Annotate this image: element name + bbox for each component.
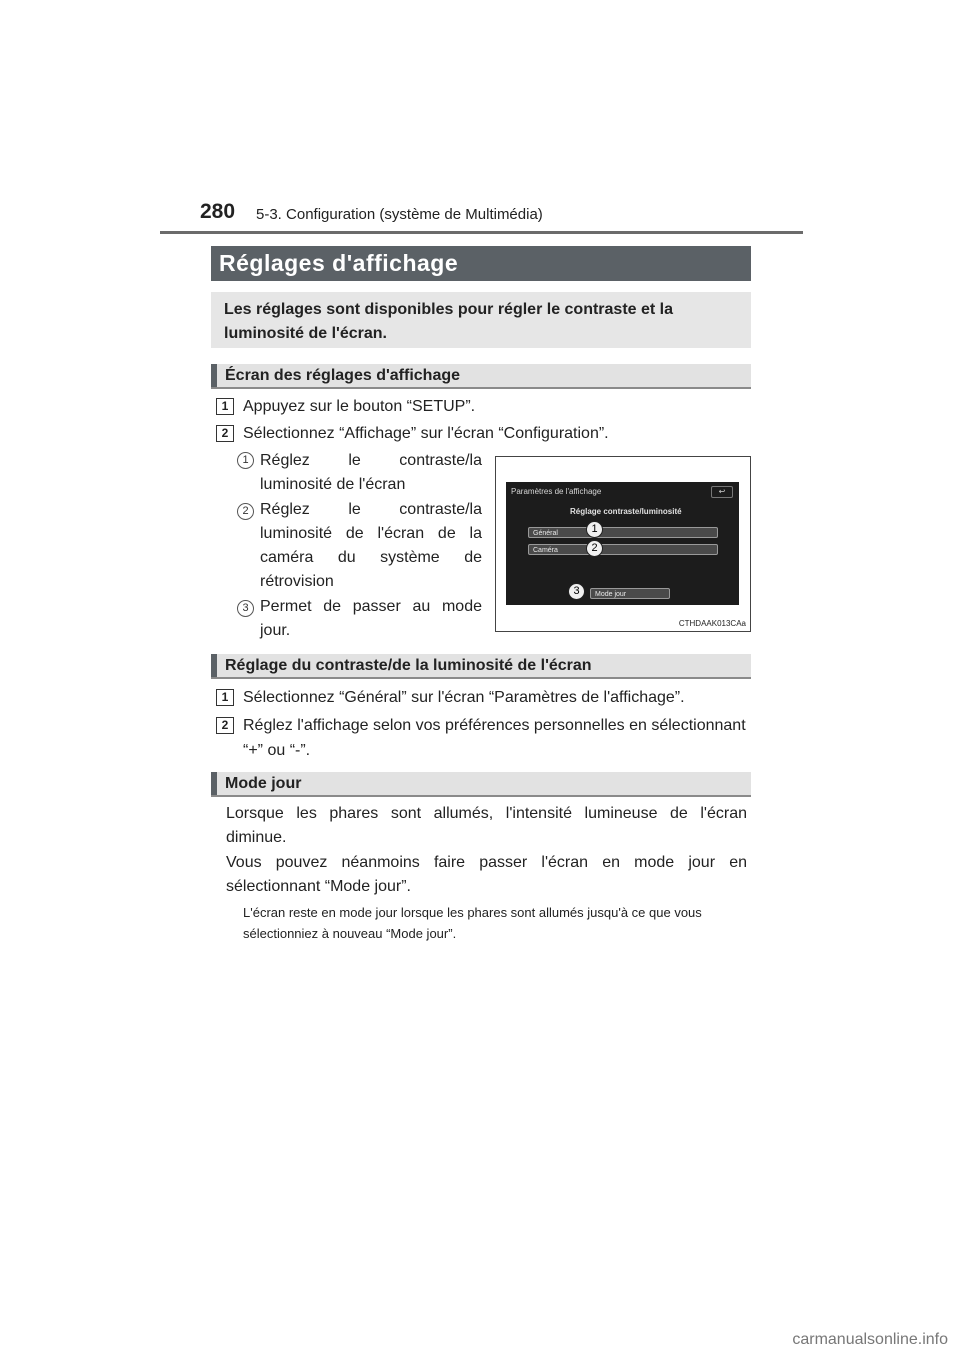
circled-number: 3	[237, 600, 254, 617]
watermark: carmanualsonline.info	[792, 1331, 948, 1348]
callout-3: 3	[568, 583, 585, 600]
page-title: Réglages d'affichage	[219, 250, 459, 276]
intro-box	[211, 292, 751, 348]
image-code: CTHDAAK013CAa	[678, 619, 746, 628]
item-description: Réglez le contraste/la luminosité de l'écran	[260, 452, 482, 493]
screen-subtitle: Réglage contraste/luminosité	[570, 507, 682, 516]
screen-illustration	[495, 456, 751, 632]
step-text: Sélectionnez “Général” sur l'écran “Paramètres de l'affichage”.	[243, 689, 685, 706]
paragraph: Vous pouvez néanmoins faire passer l'écran en mode jour en sélectionnant “Mode jour”.	[226, 854, 747, 895]
section-heading-contrast: Réglage du contraste/de la luminosité de l'écran	[211, 654, 751, 679]
header-rule	[160, 231, 803, 234]
paragraph: Lorsque les phares sont allumés, l'intensité lumineuse de l'écran diminue.	[226, 805, 747, 846]
step-number-box: 1	[216, 689, 234, 706]
page-title-banner	[211, 246, 751, 281]
intro-text: Les réglages sont disponibles pour régler le contraste et la luminosité de l'écran.	[224, 301, 674, 342]
general-button: Général	[528, 527, 718, 538]
circled-number: 1	[237, 452, 254, 469]
page-number: 280	[200, 200, 236, 223]
screen-title: Paramètres de l'affichage	[511, 487, 602, 496]
item-description: Permet de passer au mode jour.	[260, 598, 482, 639]
day-mode-button: Mode jour	[590, 588, 670, 599]
note-text: L'écran reste en mode jour lorsque les phares sont allumés jusqu'à ce que vous sélectionniez à nouveau “Mode jour”.	[243, 905, 702, 941]
section-heading-display-settings: Écran des réglages d'affichage	[211, 364, 751, 389]
camera-button: Caméra	[528, 544, 718, 555]
section-path: 5-3. Configuration (système de Multimédia)	[256, 206, 543, 223]
circled-number: 2	[237, 503, 254, 520]
back-icon: ↩	[711, 486, 733, 498]
step-text: Sélectionnez “Affichage” sur l'écran “Configuration”.	[243, 425, 609, 442]
step-text: Appuyez sur le bouton “SETUP”.	[243, 398, 476, 415]
step-text: Réglez l'affichage selon vos préférences personnelles en sélectionnant “+” ou “-”.	[243, 717, 746, 759]
section-heading-day-mode: Mode jour	[211, 772, 751, 797]
callout-1: 1	[586, 521, 603, 538]
display-screen	[506, 482, 739, 605]
step-number-box: 2	[216, 425, 234, 442]
callout-2: 2	[586, 540, 603, 557]
step-number-box: 1	[216, 398, 234, 415]
step-number-box: 2	[216, 717, 234, 734]
item-description: Réglez le contraste/la luminosité de l'écran de la caméra du système de rétrovision	[260, 501, 482, 590]
